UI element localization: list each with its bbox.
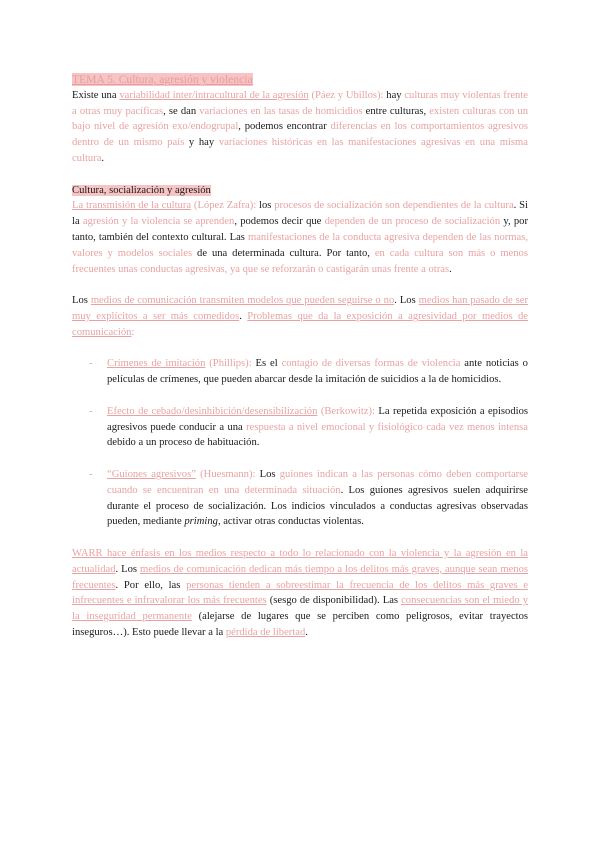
list-dash: - bbox=[89, 468, 93, 480]
list-dash: - bbox=[89, 358, 93, 370]
socialization-paragraph: La transmisión de la cultura (López Zafra): los procesos de socialización son dependientes de la cultura. Si la agresión y la violencia se aprenden, podemos decir que dependen de un proceso de socialización y, por tanto, también del contexto cultural. Las manifestaciones de la conducta agresiva dependen de las normas, valores y modelos sociales de una determinada cultura. Por tanto, en cada cultura son más o menos frecuentes unas conductas agresivas, ya que se reforzarán o castigarán unas frente a otras. bbox=[72, 200, 528, 275]
intro-paragraph: Existe una variabilidad inter/intracultural de la agresión (Páez y Ubillos): hay culturas muy violentas frente a otras muy pacíficas, se dan variaciones en las tasas de homicidios entre culturas, existen culturas con un bajo nivel de agresión exo/endogrupal, podemos encontrar diferencias en los comportamientos agresivos dentro de un mismo país y hay variaciones históricas en las manifestaciones agresivas en una misma cultura. bbox=[72, 89, 528, 164]
warr-paragraph: WARR hace énfasis en los medios respecto a todo lo relacionado con la violencia y la agresión en la actualidad. Los medios de comunicación dedican más tiempo a los delitos más graves, aunque sean menos frecuentes. Por ello, las personas tienden a sobreestimar la frecuencia de los delitos más graves e infrecuentes e infravalorar los más frecuentes (sesgo de disponibilidad). Las consecuencias son el miedo y la inseguridad permanente (alejarse de lugares que se perciben como peligrosos, evitar trayectos inseguros…). Esto puede llevar a la pérdida de libertad. bbox=[72, 547, 529, 638]
list-item: - Efecto de cebado/desinhibición/desensibilización (Berkowitz): La repetida exposición a episodios agresivos puede conducir a una respuesta a nivel emocional y fisiológico cada vez menos intensa debido a un proceso de habituación. bbox=[89, 405, 529, 449]
list-dash: - bbox=[89, 405, 93, 417]
document-body bbox=[72, 72, 528, 641]
media-paragraph: Los medios de comunicación transmiten modelos que pueden seguirse o no. Los medios han pasado de ser muy explícitos a ser más comedidos. Problemas que da la exposición a agresividad por medios de comunicación: bbox=[72, 295, 528, 338]
effects-list bbox=[72, 356, 528, 530]
list-item: - “Guiones agresivos” (Huesmann): Los guiones indican a las personas cómo deben comportarse cuando se encuentran en una determinada situación. Los guiones agresivos suelen adquirirse durante el proceso de socialización. Los indicios vinculados a conductas agresivas observadas pueden, mediante priming, activar otras conductas violentas. bbox=[89, 468, 529, 528]
page-title: TEMA 5. Cultura, agresión y violencia bbox=[72, 73, 253, 86]
list-item: - Crímenes de imitación (Phillips): Es el contagio de diversas formas de violencia ante noticias o películas de crímenes, que pueden abarcar desde la imitación de suicidios a la de homicidios. bbox=[89, 358, 528, 386]
section-heading: Cultura, socialización y agresión bbox=[72, 184, 211, 196]
